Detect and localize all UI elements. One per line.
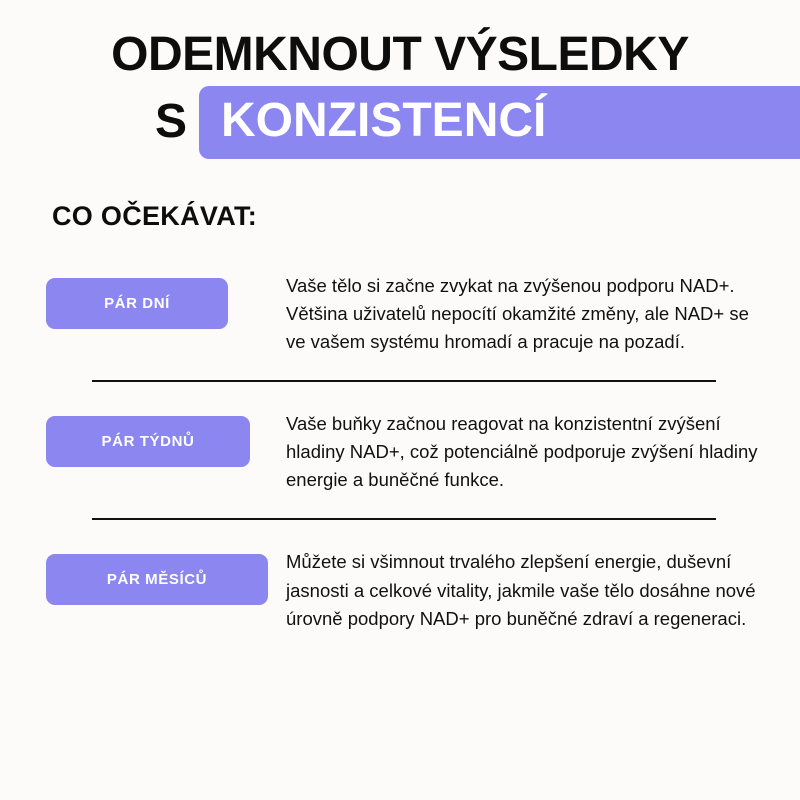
headline-line-2 (0, 86, 800, 158)
list-item (46, 258, 758, 356)
timeline-badge-weeks: PÁR TÝDNŮ (46, 416, 250, 467)
timeline-badge-months: PÁR MĚSÍCŮ (46, 554, 268, 605)
timeline-text-months: Můžete si všimnout trvalého zlepšení energie, duševní jasnosti a celkové vitality, jakmile vaše tělo dosáhne nové úrovně podpory NAD+ pro buněčné zdraví a regeneraci. (286, 551, 756, 629)
headline-block (0, 0, 800, 159)
list-item (46, 396, 758, 494)
divider (92, 380, 716, 382)
timeline-text-days: Vaše tělo si začne zvykat na zvýšenou podporu NAD+. Většina uživatelů nepocítí okamžité změny, ale NAD+ se ve vašem systému hromadí a pracuje na pozadí. (286, 274, 749, 352)
list-item (46, 534, 758, 632)
timeline-badge-days: PÁR DNÍ (46, 278, 228, 329)
headline-line-1: ODEMKNOUT VÝSLEDKY (111, 28, 689, 81)
headline-highlight: KONZISTENCÍ (199, 86, 800, 158)
headline-prefix: S (155, 95, 188, 149)
divider (92, 518, 716, 520)
section-subheading: CO OČEKÁVAT: (52, 200, 258, 231)
timeline-text-weeks: Vaše buňky začnou reagovat na konzistentní zvýšení hladiny NAD+, což potenciálně podporuje zvýšení hladiny energie a buněčné funkce. (286, 413, 758, 491)
timeline-list (0, 258, 800, 633)
